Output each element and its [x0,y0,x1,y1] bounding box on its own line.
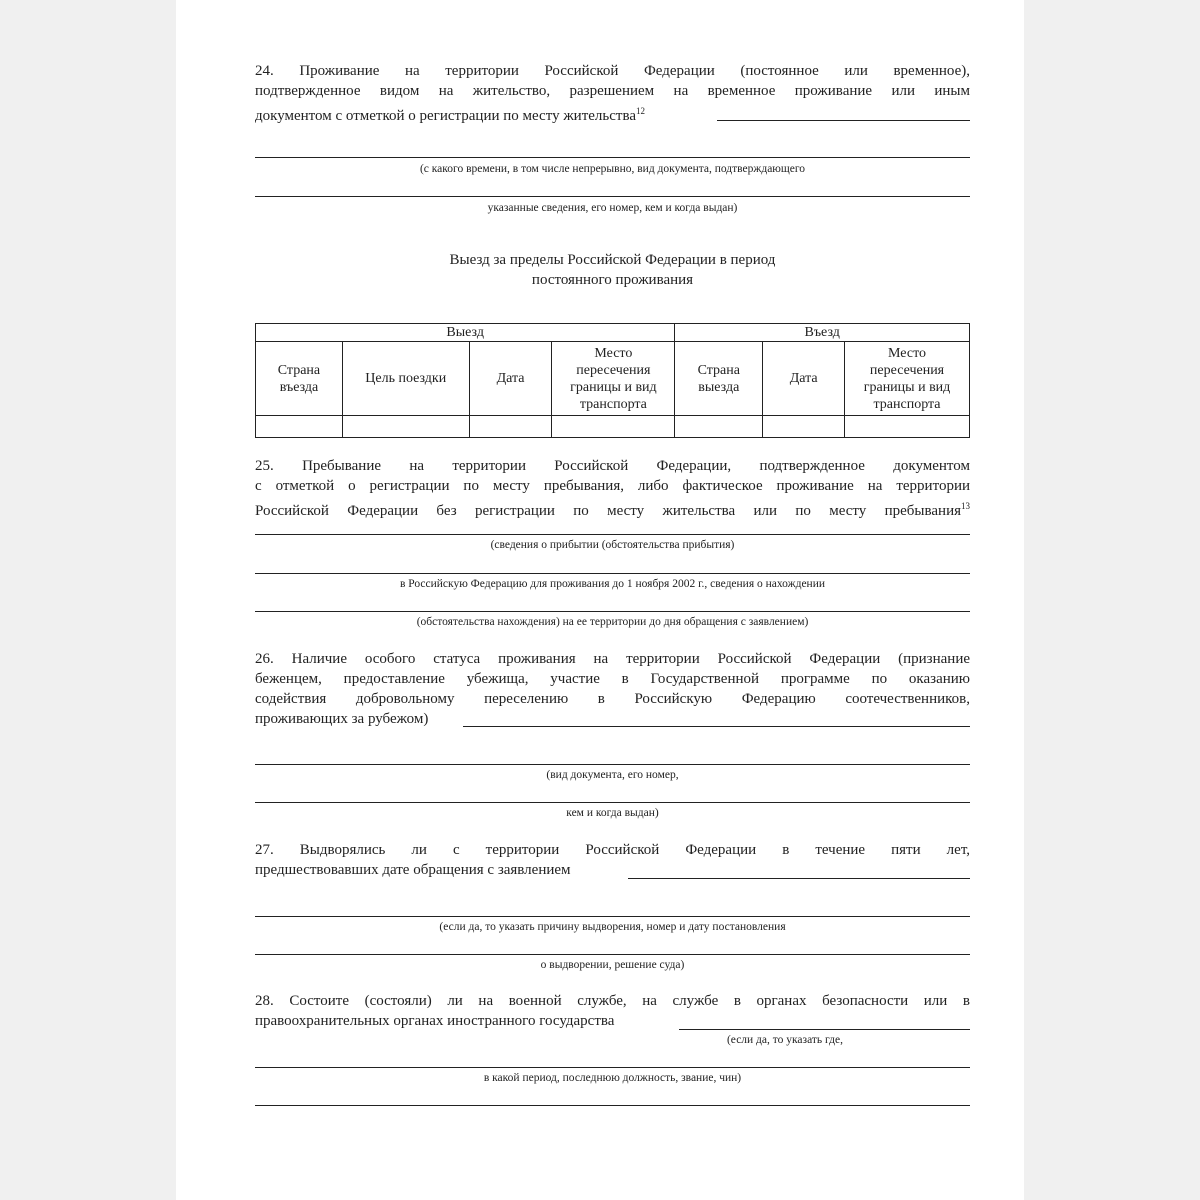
item-28-line-2: правоохранительных органах иностранного государства [255,1013,615,1029]
item-24-caption-1: (с какого времени, в том числе непрерывно, вид документа, подтверждающего [419,163,806,175]
col-exit-crossing: Место пересечения границы и вид транспорта [552,342,675,416]
table-group-header-row [256,324,970,342]
table-cell[interactable] [256,416,343,438]
table-cell[interactable] [552,416,675,438]
item-25-answer-line-2[interactable] [255,573,970,574]
item-26-line-1: 26. Наличие особого статуса проживания на территории Российской Федерации (признание [255,651,970,667]
item-27-line-2: предшествовавших дате обращения с заявлением [255,862,571,878]
table-cell[interactable] [342,416,469,438]
item-25-line-3: Российской Федерации без регистрации по месту жительства или по месту пребывания$^{13}$ [255,501,970,519]
item-26-answer-line-2[interactable] [255,764,970,765]
item-26-answer-line[interactable] [463,726,970,727]
item-28-caption-1: (если да, то указать где, [726,1034,844,1046]
item-26-caption-1: (вид документа, его номер, [546,769,679,781]
section-heading-line-2: постоянного проживания [531,272,694,288]
item-25-caption-1: (сведения о прибытии (обстоятельства прибытия) [490,539,735,551]
item-25-text [255,456,970,521]
item-24-answer-line[interactable] [717,120,970,121]
item-26-answer-line-3[interactable] [255,802,970,803]
item-28-line-1: 28. Состоите (состояли) ли на военной службе, на службе в органах безопасности или в [255,993,970,1009]
item-24-line-2: подтвержденное видом на жительство, разрешением на временное проживание или иным [255,83,970,99]
col-trip-purpose: Цель поездки [342,342,469,416]
item-28-answer-line-2[interactable] [255,1067,970,1068]
item-27-answer-line-2[interactable] [255,916,970,917]
col-entry-country: Страна въезда [256,342,343,416]
col-exit-country: Страна выезда [675,342,763,416]
item-24-answer-line-3[interactable] [255,196,970,197]
table-group-exit: Выезд [256,324,675,342]
document-page [176,0,1024,1200]
item-26-text [255,649,970,729]
table-cell[interactable] [845,416,970,438]
item-26-line-3: содействия добровольному переселению в Российскую Федерацию соотечественников, [255,691,970,707]
item-25-line-2: с отметкой о регистрации по месту пребывания, либо фактическое проживание на территории [255,478,970,494]
item-27-caption-1: (если да, то указать причину выдворения, номер и дату постановления [439,921,786,933]
item-24-line-1: 24. Проживание на территории Российской Федерации (постоянное или временное), [255,63,970,79]
item-25-answer-line-1[interactable] [255,534,970,535]
item-28-answer-line[interactable] [679,1029,970,1030]
table-column-header-row [256,342,970,416]
item-28-caption-2: в какой период, последнюю должность, звание, чин) [483,1072,742,1084]
item-25-caption-2: в Российскую Федерацию для проживания до 1 ноября 2002 г., сведения о нахождении [399,578,826,590]
item-24-text [255,61,970,126]
item-27-answer-line-3[interactable] [255,954,970,955]
item-25-answer-line-3[interactable] [255,611,970,612]
item-27-caption-2: о выдворении, решение суда) [540,959,685,971]
trips-table [255,323,970,438]
section-heading-line-1: Выезд за пределы Российской Федерации в период [449,252,776,268]
item-26-line-2: беженцем, предоставление убежища, участие в Государственной программе по оказанию [255,671,970,687]
col-entry-crossing: Место пересечения границы и вид транспорта [845,342,970,416]
item-24-caption-2: указанные сведения, его номер, кем и когда выдан) [487,202,738,214]
table-cell[interactable] [675,416,763,438]
item-27-text [255,840,970,880]
item-26-caption-2: кем и когда выдан) [566,807,659,819]
table-cell[interactable] [763,416,845,438]
item-25-caption-3: (обстоятельства нахождения) на ее территории до дня обращения с заявлением) [416,616,809,628]
item-24-line-3: документом с отметкой о регистрации по месту жительства$^{12}$ [255,106,645,124]
col-exit-date: Дата [469,342,552,416]
item-27-line-1: 27. Выдворялись ли с территории Российской Федерации в течение пяти лет, [255,842,970,858]
item-27-answer-line[interactable] [628,878,970,879]
table-group-entry: Въезд [675,324,970,342]
item-28-answer-line-3[interactable] [255,1105,970,1106]
item-24-answer-line-2[interactable] [255,157,970,158]
footnote-13: 13 [961,501,970,511]
item-26-line-4: проживающих за рубежом) [255,711,429,727]
footnote-12: 12 [636,106,645,116]
item-28-text [255,991,970,1031]
item-25-line-1: 25. Пребывание на территории Российской Федерации, подтвержденное документом [255,458,970,474]
col-entry-date: Дата [763,342,845,416]
table-row[interactable] [256,416,970,438]
table-cell[interactable] [469,416,552,438]
